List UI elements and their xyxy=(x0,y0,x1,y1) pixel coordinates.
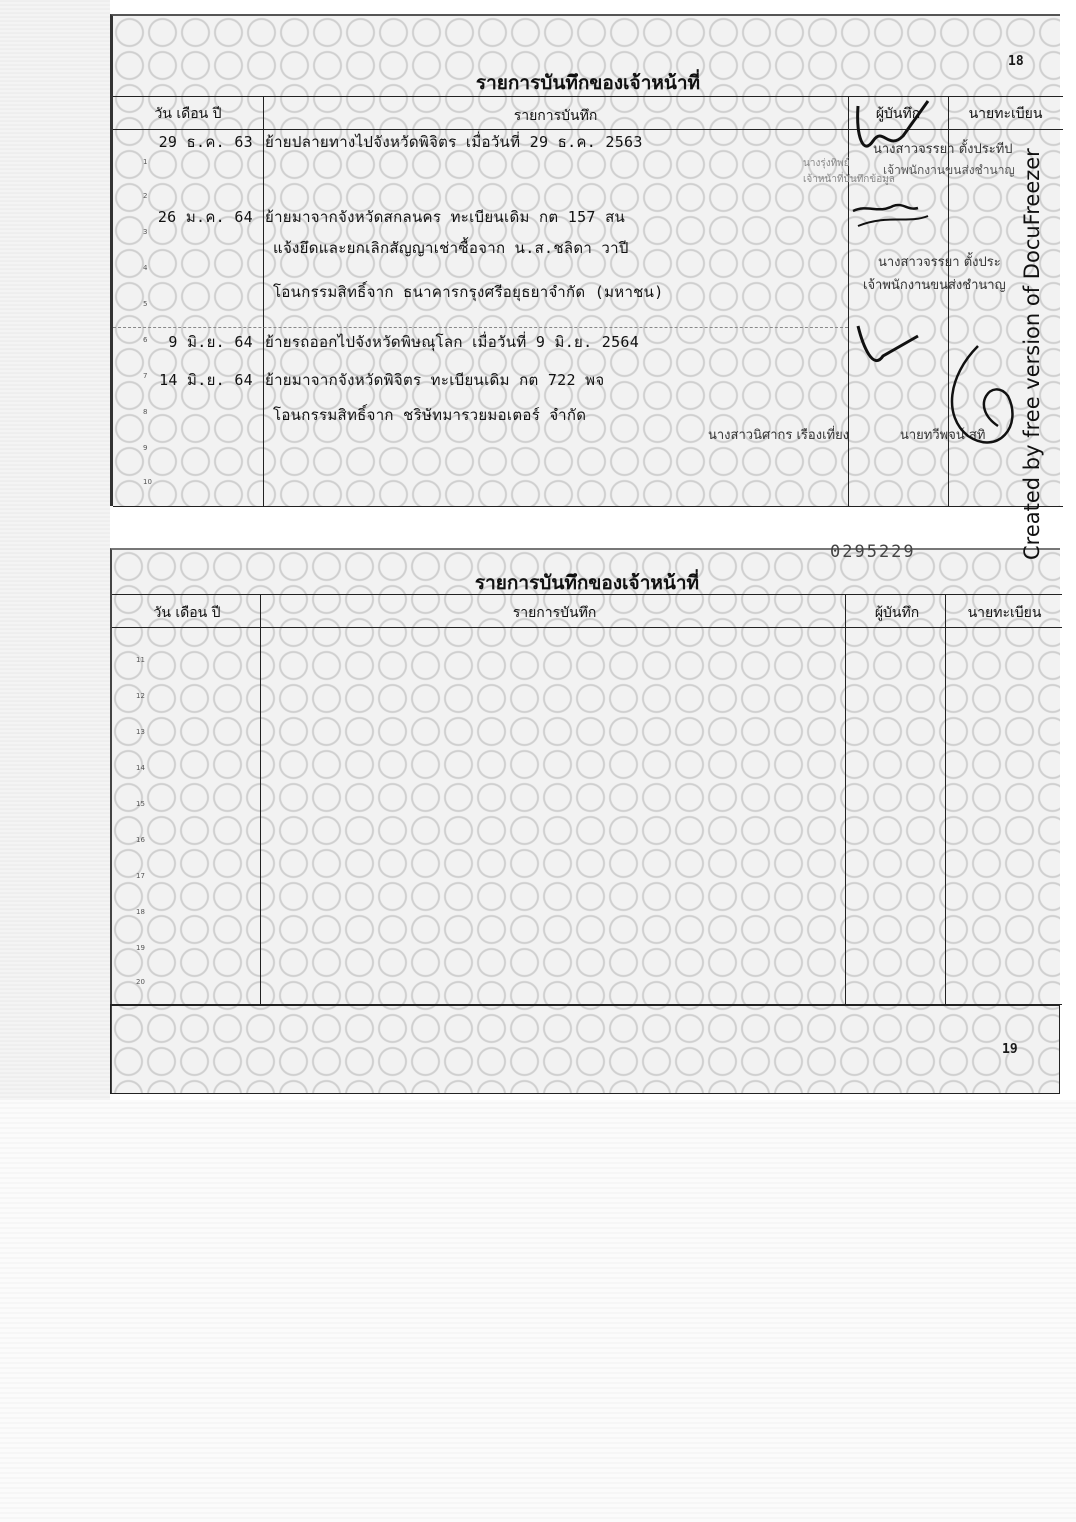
col-registrar: นายทะเบียน xyxy=(968,106,1043,122)
row-number: 11 xyxy=(136,656,145,664)
scan-margin-bottom xyxy=(0,1100,1076,1522)
entry-line: ย้ายรถออกไปจังหวัดพิษณุโลก เมื่อวันที่ 9 มิ.ย. 2564 xyxy=(265,333,640,351)
table-bottom-rule xyxy=(113,506,1063,507)
entry-line: โอนกรรมสิทธิ์จาก ชริษัทมารวยมอเตอร์ จำกัด xyxy=(273,406,587,424)
officer-name: นางสาวนิศากร เรืองเที่ยง xyxy=(708,428,850,443)
row-number: 18 xyxy=(136,908,145,916)
officer-position: เจ้าพนักงานขนส่งชำนาญ xyxy=(863,278,1006,293)
entry-date: 26 ม.ค. 64 xyxy=(157,208,253,226)
entry-line: โอนกรรมสิทธิ์จาก ธนาคารกรุงศรีอยุธยาจำกัด (มหาชน) xyxy=(273,283,664,301)
record-page-top xyxy=(110,14,1060,506)
entry-date: 14 มิ.ย. 64 xyxy=(159,371,253,389)
entry-separator xyxy=(113,327,848,328)
entry-line: ย้ายปลายทางไปจังหวัดพิจิตร เมื่อวันที่ 29 ธ.ค. 2563 xyxy=(265,133,643,151)
officer-name: นางสาวจรรยา ตั้งประทีป xyxy=(873,142,1013,157)
row-number: 14 xyxy=(136,764,145,772)
row-number: 15 xyxy=(136,800,145,808)
rule-col-2 xyxy=(845,594,846,1004)
row-number: 4 xyxy=(143,264,148,272)
row-number: 2 xyxy=(143,192,148,200)
scan-margin-left xyxy=(0,0,110,1100)
row-number: 1 xyxy=(143,158,148,166)
officer-position: เจ้าพนักงานขนส่งชำนาญ xyxy=(883,163,1015,177)
col-recorder: ผู้บันทึก xyxy=(874,605,920,621)
row-number: 5 xyxy=(143,300,148,308)
col-recorder: ผู้บันทึก xyxy=(875,106,921,122)
col-date: วัน เดือน ปี xyxy=(154,106,222,122)
col-entry: รายการบันทึก xyxy=(513,108,598,124)
row-number: 12 xyxy=(136,692,145,700)
watermark-text: Created by free version of DocuFreezer xyxy=(1020,148,1044,560)
row-number: 16 xyxy=(136,836,145,844)
page-number: 19 xyxy=(1002,1042,1018,1057)
rule-col-3 xyxy=(945,594,946,1004)
row-number: 6 xyxy=(143,336,148,344)
header-top-rule xyxy=(112,594,1062,595)
rule-col-1 xyxy=(263,96,264,506)
row-number: 13 xyxy=(136,728,145,736)
row-number: 7 xyxy=(143,372,148,380)
header-bottom-rule xyxy=(112,627,1062,628)
entry-date: 29 ธ.ค. 63 xyxy=(158,133,253,151)
officer-name: นายทวีพจน์ สทิ xyxy=(900,428,986,443)
entry-line: ย้ายมาจากจังหวัดพิจิตร ทะเบียนเดิม กต 722 พจ xyxy=(265,371,605,389)
row-number: 19 xyxy=(136,944,145,952)
stamp-text: เจ้าหน้าที่บันทึกข้อมูล xyxy=(803,174,895,185)
officer-name: นางสาวจรรยา ตั้งประ xyxy=(878,255,1001,270)
row-number: 20 xyxy=(136,978,145,986)
row-number: 9 xyxy=(143,444,148,452)
col-date: วัน เดือน ปี xyxy=(153,605,221,621)
entry-line: แจ้งยึดและยกเลิกสัญญาเช่าซื้อจาก น.ส.ชลิดา วาปี xyxy=(273,239,629,257)
stamp-text: นางรุ่งทิพย์ xyxy=(803,158,850,169)
row-number: 17 xyxy=(136,872,145,880)
serial-number: 0295229 xyxy=(830,542,916,562)
entry-date: 9 มิ.ย. 64 xyxy=(168,333,253,351)
page-title: รายการบันทึกของเจ้าหน้าที่ xyxy=(474,572,700,594)
col-entry: รายการบันทึก xyxy=(512,605,597,621)
col-registrar: นายทะเบียน xyxy=(967,605,1042,621)
row-number: 8 xyxy=(143,408,148,416)
row-number: 10 xyxy=(143,478,152,486)
page-number: 18 xyxy=(1008,54,1024,69)
page-footer-band xyxy=(110,1004,1060,1094)
rule-col-1 xyxy=(260,594,261,1004)
row-number: 3 xyxy=(143,228,148,236)
entry-line: ย้ายมาจากจังหวัดสกลนคร ทะเบียนเดิม กต 157 สน xyxy=(265,208,626,226)
page-title: รายการบันทึกของเจ้าหน้าที่ xyxy=(475,72,701,94)
